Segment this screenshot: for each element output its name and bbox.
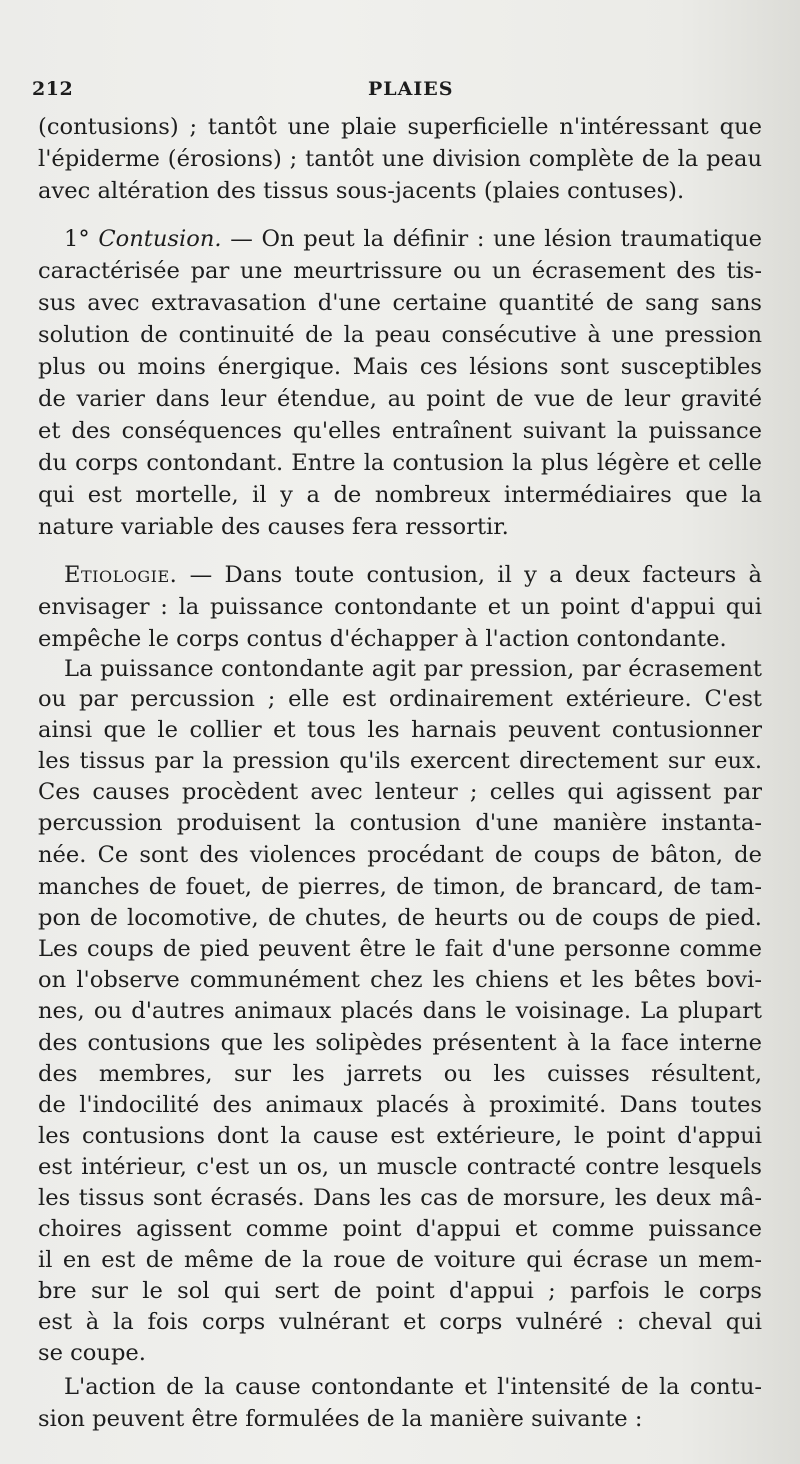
text-line: solution de continuité de la peau consécutive à une pression: [38, 322, 762, 348]
running-title: PLAIES: [368, 78, 454, 100]
text-line: de l'indocilité des animaux placés à proximité. Dans toutes: [38, 1092, 762, 1118]
text-line: se coupe.: [38, 1340, 146, 1366]
text-line: avec altération des tissus sous-jacents (plaies contuses).: [38, 178, 685, 204]
section-heading: Etiologie.: [64, 562, 178, 588]
text-line: ainsi que le collier et tous les harnais peuvent contusionner: [38, 717, 762, 743]
text-line: des membres, sur les jarrets ou les cuisses résultent,: [38, 1061, 762, 1087]
text-line: envisager : la puissance contondante et un point d'appui qui: [38, 594, 762, 620]
text-line: est intérieur, c'est un os, un muscle contracté contre lesquels: [38, 1154, 762, 1180]
text-line: manches de fouet, de pierres, de timon, de brancard, de tam-: [38, 874, 762, 900]
text-span: — Dans toute contusion, il y a deux facteurs à: [177, 562, 762, 588]
paragraph-first-line: [64, 224, 762, 254]
text-line: du corps contondant. Entre la contusion la plus légère et celle: [38, 450, 762, 476]
running-head: [30, 78, 770, 102]
text-line: caractérisée par une meurtrissure ou un écrasement des tis-: [38, 258, 762, 284]
page-number: 212: [32, 78, 74, 100]
text-line: née. Ce sont des violences procédant de coups de bâton, de: [38, 842, 762, 868]
text-line: pon de locomotive, de chutes, de heurts ou de coups de pied.: [38, 905, 762, 931]
text-line: les tissus sont écrasés. Dans les cas de morsure, les deux mâ-: [38, 1185, 762, 1211]
text-line: de varier dans leur étendue, au point de vue de leur gravité: [38, 386, 762, 412]
paragraph-first-line: La puissance contondante agit par pression, par écrasement: [64, 656, 762, 682]
text-line: percussion produisent la contusion d'une manière instanta-: [38, 810, 762, 836]
text-line: qui est mortelle, il y a de nombreux intermédiaires que la: [38, 482, 762, 508]
paragraph-first-line: L'action de la cause contondante et l'intensité de la contu-: [64, 1374, 762, 1400]
text-line: ou par percussion ; elle est ordinairement extérieure. C'est: [38, 686, 762, 712]
text-line: nature variable des causes fera ressortir.: [38, 514, 509, 540]
text-line: on l'observe communément chez les chiens et les bêtes bovi-: [38, 967, 762, 993]
section-number: 1°: [64, 226, 99, 252]
text-line: plus ou moins énergique. Mais ces lésions sont susceptibles: [38, 354, 762, 380]
text-line: Ces causes procèdent avec lenteur ; celles qui agissent par: [38, 779, 762, 805]
text-line: bre sur le sol qui sert de point d'appui ; parfois le corps: [38, 1278, 762, 1304]
text-line: Les coups de pied peuvent être le fait d'une personne comme: [38, 936, 762, 962]
text-line: des contusions que les solipèdes présentent à la face interne: [38, 1030, 762, 1056]
text-line: les tissus par la pression qu'ils exercent directement sur eux.: [38, 748, 762, 774]
text-line: empêche le corps contus d'échapper à l'action contondante.: [38, 626, 727, 652]
text-line: est à la fois corps vulnérant et corps vulnéré : cheval qui: [38, 1309, 762, 1335]
text-line: sion peuvent être formulées de la manière suivante :: [38, 1406, 643, 1432]
text-line: les contusions dont la cause est extérieure, le point d'appui: [38, 1123, 762, 1149]
text-line: nes, ou d'autres animaux placés dans le voisinage. La plupart: [38, 998, 762, 1024]
text-line: et des conséquences qu'elles entraînent suivant la puissance: [38, 418, 762, 444]
text-line: choires agissent comme point d'appui et comme puissance: [38, 1216, 762, 1242]
section-heading: Contusion.: [98, 226, 222, 252]
paragraph-first-line: [64, 560, 762, 590]
text-line: sus avec extravasation d'une certaine quantité de sang sans: [38, 290, 762, 316]
text-span: — On peut la définir : une lésion traumatique: [221, 226, 762, 252]
text-line: il en est de même de la roue de voiture qui écrase un mem-: [38, 1247, 762, 1273]
text-line: l'épiderme (érosions) ; tantôt une division complète de la peau: [38, 146, 762, 172]
text-line: (contusions) ; tantôt une plaie superficielle n'intéressant que: [38, 114, 762, 140]
